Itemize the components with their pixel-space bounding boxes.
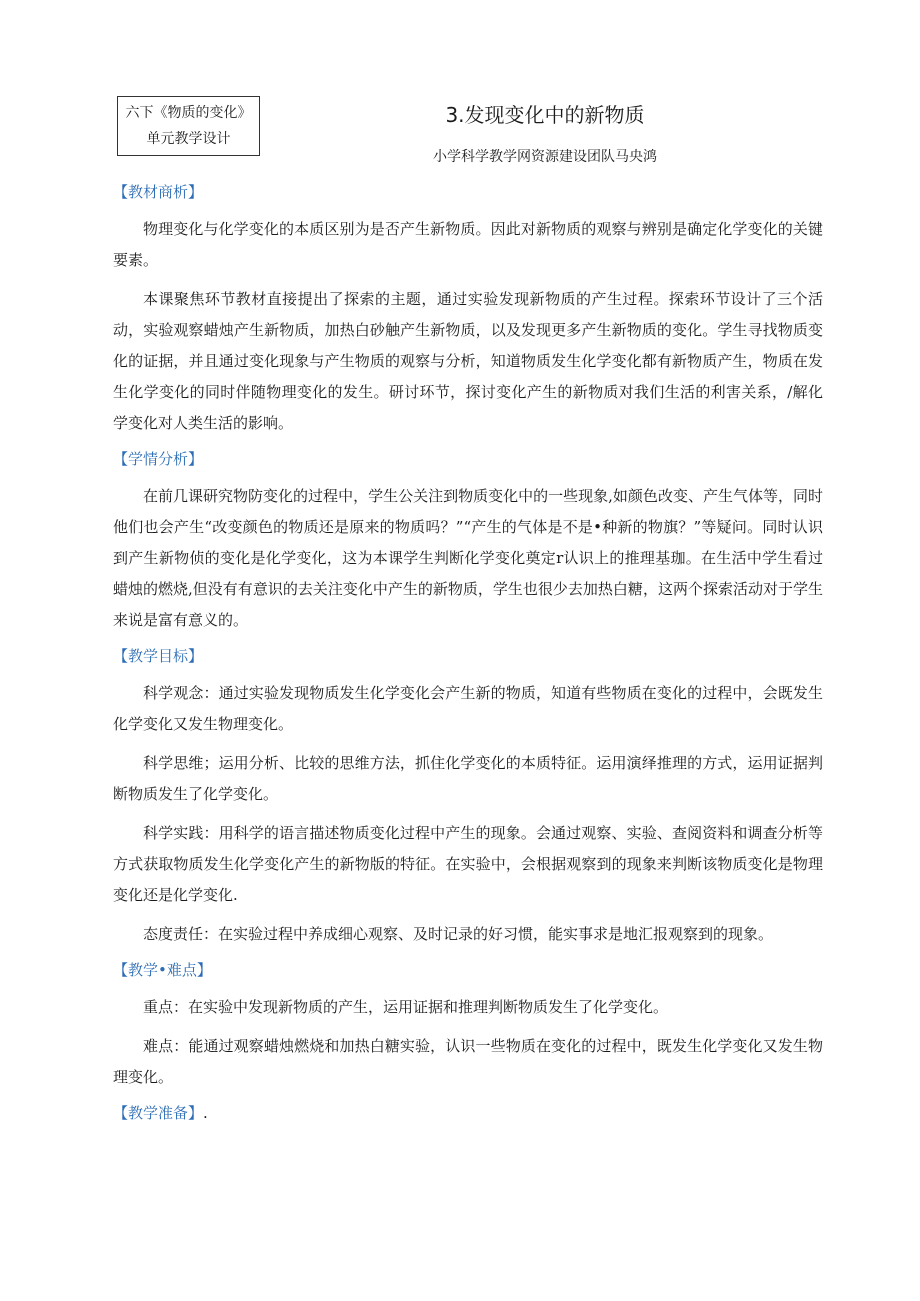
goal-attitude: 态度责任：在实验过程中养成细心观察、及时记录的好习惯，能实事求是地汇报观察到的现象。 [143, 925, 774, 943]
goal-science-practice: 科学实践：用科学的语言描述物质变化过程中产生的现象。会通过观察、实验、查阅资料和调查分析等方式获取物质发生化学变化产生的新物版的特征。在实验中，会根据观察到的现象来判断该物质变化是物理变化还是化学变化. [113, 824, 823, 904]
material-paragraph-2: 本课聚焦环节教材直接提出了探索的主题，通过实验发现新物质的产生过程。探索环节设计了三个活动，实验观察蜡烛产生新物质，加热白砂触产生新物质，以及发现更多产生新物质的变化。学生寻找物质变化的证据，并且通过变化现象与产生物质的观察与分析，知道物质发生化学变化都有新物质产生，物质在发生化学变化的同时伴随物理变化的发生。研讨环节，探讨变化产生的新物质对我们生活的利害关系，/解化学变化对人类生活的影响。 [113, 290, 823, 432]
section-heading-student-analysis: 【学情分析】 [113, 450, 204, 468]
section-heading-material-analysis: 【教材商析】 [113, 183, 204, 201]
section-heading-preparation [113, 1101, 823, 1125]
preparation-heading-trail: . [203, 1104, 208, 1122]
student-paragraph-1: 在前几课研究物防变化的过程中，学生公关注到物质变化中的一些现象,如颜色改变、产生气体等，同时他们也会产生“改变颜色的物质还是原来的物质吗？”“产生的气体是不是•种新的物旗？”等疑问。同时认识到产生新物侦的变化是化学变化，这为本课学生判断化学变化奠定r认识上的推理基珈。在生活中学生看过蜡烛的燃烧,但没有有意识的去关注变化中产生的新物质，学生也很少去加热白糖，这两个探索活动对于学生来说是富有意义的。 [113, 487, 823, 629]
key-point-focus: 重点：在实验中发现新物质的产生，运用证据和推理判断物质发生了化学变化。 [143, 998, 669, 1016]
goal-science-concept: 科学观念：通过实验发现物质发生化学变化会产生新的物质，知道有些物质在变化的过程中，会既发生化学变化又发生物理变化。 [113, 684, 823, 733]
page-title: 3.发现变化中的新物质 [445, 103, 645, 127]
unit-label-box [117, 96, 260, 156]
unit-label-line1: 六下《物质的变化》 [125, 105, 252, 121]
preparation-heading-label: 【教学准备】 [113, 1104, 204, 1122]
key-point-difficulty: 难点：能通过观察蜡烛燃烧和加热白糖实验，认识一些物质在变化的过程中，既发生化学变化又发生物理变化。 [113, 1037, 823, 1086]
goal-science-thinking: 科学思维；运用分析、比较的思维方法，抓住化学变化的本质特征。运用演绎推理的方式，运用证据判断物质发生了化学变化。 [113, 754, 823, 803]
author-line: 小学科学教学网资源建设团队马央鸿 [433, 149, 657, 165]
unit-label-line2: 单元教学设计 [146, 131, 231, 147]
document-body [113, 176, 823, 1135]
material-paragraph-1: 物理变化与化学变化的本质区别为是否产生新物质。因此对新物质的观察与辨别是确定化学变化的关键要素。 [113, 220, 823, 269]
section-heading-teaching-goals: 【教学目标】 [113, 647, 204, 665]
section-heading-key-points: 【教学•难点】 [113, 961, 212, 979]
